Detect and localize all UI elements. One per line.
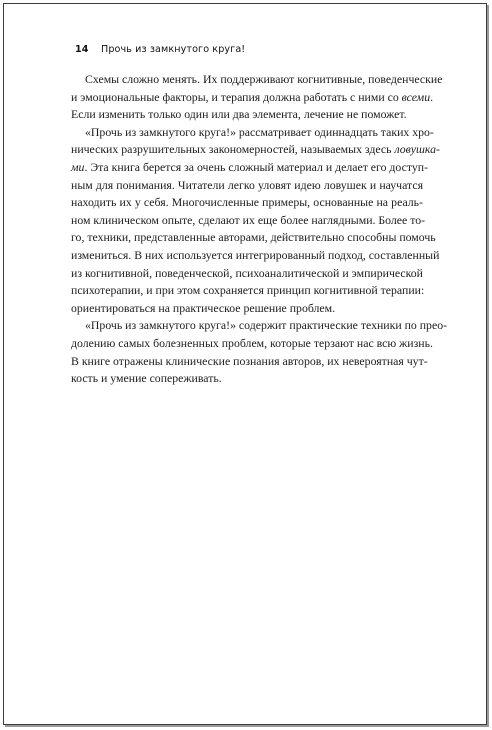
body-text [71, 71, 448, 388]
italic-text: ми [71, 159, 85, 174]
text-line [71, 159, 429, 177]
text-segment: и эмоциональные факторы, и терапия должна работать с ними со [71, 89, 402, 104]
text-segment: . [430, 89, 434, 104]
paragraph [71, 317, 448, 387]
text-line [71, 370, 423, 388]
text-segment: измениться. В них используется интегрированный подход, составленный [71, 247, 440, 262]
text-line [71, 317, 448, 335]
text-segment: нических разрушительных закономерностей, называемых здесь [71, 142, 395, 157]
text-segment: из когнитивной, поведенческой, психоаналитической и эмпирической [71, 265, 423, 280]
text-line [71, 229, 436, 247]
text-line [71, 141, 440, 159]
text-line [71, 282, 423, 300]
text-segment: долению самых болезненных проблем, которые терзают нас всю жизнь. [71, 335, 433, 350]
text-line [71, 335, 433, 353]
text-line [71, 71, 443, 89]
text-segment: находить их у себя. Многочисленные примеры, основанные на реаль- [71, 195, 423, 210]
text-segment: ным для понимания. Читатели легко уловят идею ловушек и научатся [71, 177, 423, 192]
text-segment: . Эта книга берется за очень сложный материал и делает его доступ- [84, 159, 429, 174]
text-line [71, 353, 428, 371]
text-line [71, 177, 423, 195]
italic-text: ловушка- [394, 142, 440, 157]
text-segment: психотерапии, и при этом сохраняется принцип когнитивной терапии: [71, 283, 425, 298]
text-line [71, 89, 434, 107]
text-line [71, 124, 434, 142]
text-line [71, 300, 423, 318]
text-segment: «Прочь из замкнутого круга!» содержит практические техники по прео- [85, 318, 448, 333]
text-segment: Схемы сложно менять. Их поддерживают когнитивные, поведенческие [85, 72, 443, 86]
text-line [71, 247, 440, 265]
italic-text: всеми [401, 89, 431, 104]
text-segment: ном клиническом опыте, сделают их еще более наглядными. Более то- [71, 212, 426, 227]
running-head [75, 44, 435, 55]
text-segment: В книге отражены клинические познания авторов, их невероятная чут- [71, 353, 428, 368]
text-line [71, 194, 423, 212]
text-segment: го, техники, представленные авторами, действительно способны помочь [71, 230, 436, 245]
page-number: 14 [75, 44, 89, 55]
paragraph [71, 71, 443, 124]
text-segment: Если изменить только один или два элемента, лечение не поможет. [71, 107, 407, 122]
text-line [71, 265, 423, 283]
text-segment: кость и умение сопереживать. [71, 371, 222, 386]
paragraph [71, 124, 440, 318]
text-line [71, 212, 426, 230]
text-segment: «Прочь из замкнутого круга!» рассматривает одиннадцать таких хро- [85, 124, 434, 139]
text-line [71, 106, 423, 124]
running-title: Прочь из замкнутого круга! [101, 44, 246, 55]
text-segment: ориентироваться на практическое решение проблем. [71, 300, 336, 315]
